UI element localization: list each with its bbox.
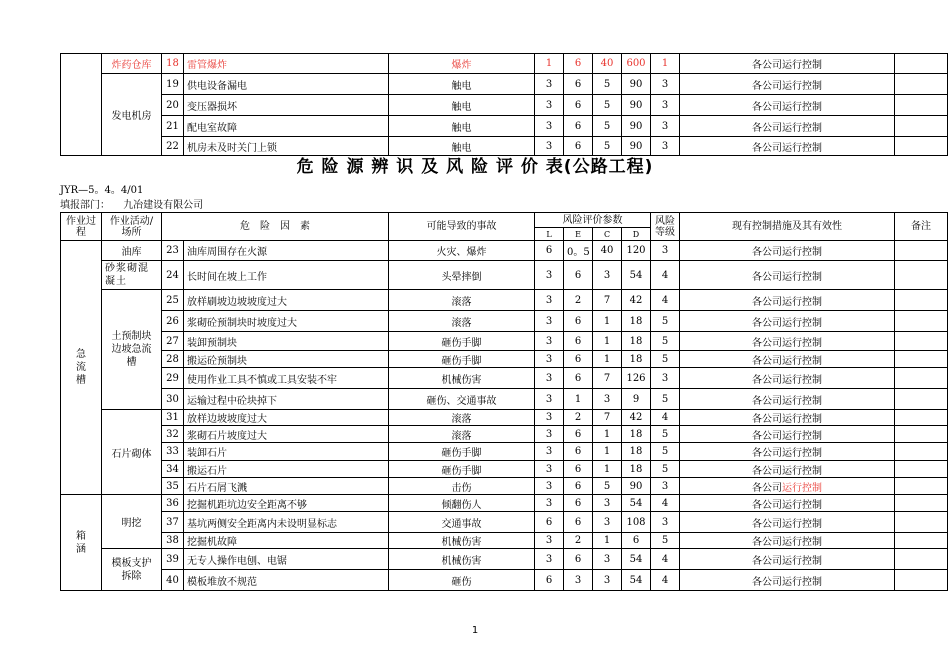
row-number: 34 xyxy=(162,461,184,478)
department-line xyxy=(60,196,203,211)
risk-level: 3 xyxy=(651,478,680,495)
note-cell xyxy=(895,290,948,311)
control-cell: 各公司运行控制 xyxy=(680,368,895,389)
l-value: 6 xyxy=(535,570,564,591)
row-number: 24 xyxy=(162,261,184,290)
table-row xyxy=(61,332,948,351)
department-value: 九冶建设有限公司 xyxy=(123,200,204,211)
accident-cell: 爆炸 xyxy=(389,54,535,74)
e-value: 6 xyxy=(564,351,593,368)
accident-cell: 触电 xyxy=(389,116,535,137)
d-value: 90 xyxy=(622,137,651,156)
row-number: 19 xyxy=(162,74,184,95)
hazard-cell: 挖掘机距坑边安全距离不够 xyxy=(184,495,389,512)
note-cell xyxy=(895,570,948,591)
note-cell xyxy=(895,95,948,116)
e-value: 6 xyxy=(564,512,593,533)
c-value: 1 xyxy=(593,351,622,368)
table-row xyxy=(61,570,948,591)
l-value: 3 xyxy=(535,332,564,351)
hazard-cell: 石片石屑飞溅 xyxy=(184,478,389,495)
c-value: 40 xyxy=(593,241,622,261)
header-level: 风险等级 xyxy=(651,213,680,241)
c-value: 3 xyxy=(593,549,622,570)
hazard-cell: 放样刷坡边坡坡度过大 xyxy=(184,290,389,311)
risk-level: 4 xyxy=(651,261,680,290)
control-cell: 各公司运行控制 xyxy=(680,241,895,261)
d-value: 90 xyxy=(622,95,651,116)
control-cell: 各公司运行控制 xyxy=(680,533,895,549)
header-d: D xyxy=(622,228,651,241)
risk-level: 3 xyxy=(651,74,680,95)
row-number: 20 xyxy=(162,95,184,116)
risk-level: 4 xyxy=(651,549,680,570)
hazard-cell: 供电设备漏电 xyxy=(184,74,389,95)
c-value: 5 xyxy=(593,74,622,95)
process-cell xyxy=(61,54,102,156)
control-cell: 各公司运行控制 xyxy=(680,410,895,426)
table-row xyxy=(61,512,948,533)
process-cell: 急流槽 xyxy=(61,241,102,495)
accident-cell: 触电 xyxy=(389,137,535,156)
control-cell: 各公司运行控制 xyxy=(680,116,895,137)
main-risk-table xyxy=(60,212,948,591)
hazard-cell: 运输过程中砼块掉下 xyxy=(184,389,389,410)
e-value: 6 xyxy=(564,461,593,478)
row-number: 29 xyxy=(162,368,184,389)
l-value: 3 xyxy=(535,74,564,95)
e-value: 2 xyxy=(564,290,593,311)
activity-cell: 砂浆砌混凝土 xyxy=(102,261,162,290)
c-value: 40 xyxy=(593,54,622,74)
accident-cell: 交通事故 xyxy=(389,512,535,533)
risk-level: 1 xyxy=(651,54,680,74)
d-value: 18 xyxy=(622,332,651,351)
control-text: 各公司 xyxy=(752,482,782,494)
department-label: 填报部门： xyxy=(60,200,110,211)
c-value: 1 xyxy=(593,443,622,461)
accident-cell: 倾翻伤人 xyxy=(389,495,535,512)
l-value: 3 xyxy=(535,410,564,426)
hazard-cell: 配电室故障 xyxy=(184,116,389,137)
risk-level: 4 xyxy=(651,570,680,591)
control-cell: 各公司运行控制 xyxy=(680,389,895,410)
accident-cell: 砸伤、交通事故 xyxy=(389,389,535,410)
d-value: 18 xyxy=(622,311,651,332)
l-value: 3 xyxy=(535,261,564,290)
note-cell xyxy=(895,116,948,137)
hazard-cell: 油库周围存在火源 xyxy=(184,241,389,261)
hazard-cell: 挖掘机故障 xyxy=(184,533,389,549)
table-row xyxy=(61,311,948,332)
header-control: 现有控制措施及其有效性 xyxy=(680,213,895,241)
e-value: 6 xyxy=(564,495,593,512)
note-cell xyxy=(895,426,948,443)
risk-level: 3 xyxy=(651,241,680,261)
control-cell: 各公司运行控制 xyxy=(680,461,895,478)
table-row xyxy=(61,116,948,137)
d-value: 9 xyxy=(622,389,651,410)
e-value: 6 xyxy=(564,549,593,570)
d-value: 6 xyxy=(622,533,651,549)
e-value: 0。5 xyxy=(564,241,593,261)
d-value: 18 xyxy=(622,443,651,461)
c-value: 5 xyxy=(593,116,622,137)
l-value: 3 xyxy=(535,389,564,410)
hazard-cell: 机房未及时关门上锁 xyxy=(184,137,389,156)
note-cell xyxy=(895,241,948,261)
note-cell xyxy=(895,410,948,426)
risk-level: 5 xyxy=(651,533,680,549)
note-cell xyxy=(895,549,948,570)
header-e: E xyxy=(564,228,593,241)
l-value: 3 xyxy=(535,478,564,495)
c-value: 1 xyxy=(593,332,622,351)
risk-level: 5 xyxy=(651,332,680,351)
l-value: 6 xyxy=(535,241,564,261)
table-row xyxy=(61,426,948,443)
hazard-cell: 装卸预制块 xyxy=(184,332,389,351)
risk-level: 5 xyxy=(651,389,680,410)
l-value: 3 xyxy=(535,443,564,461)
row-number: 33 xyxy=(162,443,184,461)
hazard-cell: 使用作业工具不慎或工具安装不牢 xyxy=(184,368,389,389)
control-cell: 各公司运行控制 xyxy=(680,495,895,512)
hazard-cell: 基坑两侧安全距离内未设明显标志 xyxy=(184,512,389,533)
accident-cell: 机械伤害 xyxy=(389,533,535,549)
control-cell: 各公司运行控制 xyxy=(680,549,895,570)
table-row xyxy=(61,290,948,311)
table-row xyxy=(61,495,948,512)
note-cell xyxy=(895,478,948,495)
table-row xyxy=(61,241,948,261)
note-cell xyxy=(895,495,948,512)
row-number: 21 xyxy=(162,116,184,137)
c-value: 1 xyxy=(593,533,622,549)
risk-level: 3 xyxy=(651,137,680,156)
row-number: 37 xyxy=(162,512,184,533)
header-activity: 作业活动/场所 xyxy=(102,213,162,241)
control-cell: 各公司运行控制 xyxy=(680,137,895,156)
control-cell: 各公司运行控制 xyxy=(680,512,895,533)
e-value: 6 xyxy=(564,478,593,495)
e-value: 2 xyxy=(564,410,593,426)
c-value: 3 xyxy=(593,512,622,533)
accident-cell: 砸伤手脚 xyxy=(389,461,535,478)
risk-level: 3 xyxy=(651,512,680,533)
accident-cell: 机械伤害 xyxy=(389,368,535,389)
activity-cell: 模板支护拆除 xyxy=(102,549,162,591)
c-value: 3 xyxy=(593,495,622,512)
note-cell xyxy=(895,443,948,461)
c-value: 5 xyxy=(593,137,622,156)
d-value: 126 xyxy=(622,368,651,389)
table-row xyxy=(61,410,948,426)
c-value: 5 xyxy=(593,95,622,116)
activity-cell: 明挖 xyxy=(102,495,162,549)
header-l: L xyxy=(535,228,564,241)
table-row xyxy=(61,443,948,461)
d-value: 54 xyxy=(622,549,651,570)
header-note: 备注 xyxy=(895,213,948,241)
control-cell xyxy=(680,478,895,495)
l-value: 3 xyxy=(535,549,564,570)
risk-level: 5 xyxy=(651,443,680,461)
d-value: 18 xyxy=(622,351,651,368)
e-value: 6 xyxy=(564,443,593,461)
risk-level: 5 xyxy=(651,311,680,332)
control-cell: 各公司运行控制 xyxy=(680,570,895,591)
hazard-cell: 浆砌砼预制块时坡度过大 xyxy=(184,311,389,332)
d-value: 54 xyxy=(622,495,651,512)
table-row xyxy=(61,368,948,389)
accident-cell: 砸伤手脚 xyxy=(389,443,535,461)
control-cell: 各公司运行控制 xyxy=(680,95,895,116)
e-value: 1 xyxy=(564,389,593,410)
l-value: 3 xyxy=(535,137,564,156)
e-value: 6 xyxy=(564,426,593,443)
l-value: 3 xyxy=(535,461,564,478)
c-value: 1 xyxy=(593,426,622,443)
e-value: 2 xyxy=(564,533,593,549)
accident-cell: 砸伤手脚 xyxy=(389,351,535,368)
l-value: 3 xyxy=(535,368,564,389)
row-number: 32 xyxy=(162,426,184,443)
accident-cell: 砸伤 xyxy=(389,570,535,591)
e-value: 6 xyxy=(564,54,593,74)
d-value: 18 xyxy=(622,426,651,443)
note-cell xyxy=(895,461,948,478)
accident-cell: 火灾、爆炸 xyxy=(389,241,535,261)
row-number: 28 xyxy=(162,351,184,368)
activity-cell: 发电机房 xyxy=(102,74,162,156)
e-value: 6 xyxy=(564,74,593,95)
c-value: 7 xyxy=(593,290,622,311)
accident-cell: 击伤 xyxy=(389,478,535,495)
row-number: 22 xyxy=(162,137,184,156)
d-value: 18 xyxy=(622,461,651,478)
c-value: 7 xyxy=(593,410,622,426)
d-value: 54 xyxy=(622,261,651,290)
risk-level: 4 xyxy=(651,410,680,426)
risk-level: 3 xyxy=(651,368,680,389)
accident-cell: 砸伤手脚 xyxy=(389,332,535,351)
table-row xyxy=(61,533,948,549)
d-value: 600 xyxy=(622,54,651,74)
accident-cell: 头晕摔倒 xyxy=(389,261,535,290)
row-number: 26 xyxy=(162,311,184,332)
e-value: 6 xyxy=(564,95,593,116)
l-value: 3 xyxy=(535,95,564,116)
c-value: 3 xyxy=(593,570,622,591)
note-cell xyxy=(895,533,948,549)
d-value: 90 xyxy=(622,74,651,95)
hazard-cell: 长时间在坡上工作 xyxy=(184,261,389,290)
table-row xyxy=(61,261,948,290)
note-cell xyxy=(895,74,948,95)
d-value: 108 xyxy=(622,512,651,533)
l-value: 3 xyxy=(535,533,564,549)
header-process: 作业过程 xyxy=(61,213,102,241)
risk-level: 3 xyxy=(651,116,680,137)
control-cell: 各公司运行控制 xyxy=(680,290,895,311)
table-row xyxy=(61,54,948,74)
accident-cell: 滚落 xyxy=(389,410,535,426)
hazard-cell: 搬运石片 xyxy=(184,461,389,478)
table-row xyxy=(61,549,948,570)
control-cell: 各公司运行控制 xyxy=(680,332,895,351)
row-number: 30 xyxy=(162,389,184,410)
control-cell: 各公司运行控制 xyxy=(680,443,895,461)
d-value: 54 xyxy=(622,570,651,591)
control-cell: 各公司运行控制 xyxy=(680,261,895,290)
note-cell xyxy=(895,332,948,351)
header-risk-params: 风险评价参数 xyxy=(535,213,651,228)
row-number: 40 xyxy=(162,570,184,591)
c-value: 1 xyxy=(593,461,622,478)
hazard-cell: 雷管爆炸 xyxy=(184,54,389,74)
table-row xyxy=(61,478,948,495)
note-cell xyxy=(895,311,948,332)
page-title: 危 险 源 辨 识 及 风 险 评 价 表(公路工程) xyxy=(296,157,654,177)
activity-cell: 石片砌体 xyxy=(102,410,162,495)
table-row xyxy=(61,95,948,116)
control-cell: 各公司运行控制 xyxy=(680,426,895,443)
l-value: 3 xyxy=(535,116,564,137)
row-number: 39 xyxy=(162,549,184,570)
hazard-cell: 装卸石片 xyxy=(184,443,389,461)
table-row xyxy=(61,389,948,410)
page-number: 1 xyxy=(471,625,479,636)
row-number: 38 xyxy=(162,533,184,549)
e-value: 6 xyxy=(564,116,593,137)
note-cell xyxy=(895,351,948,368)
e-value: 6 xyxy=(564,261,593,290)
hazard-cell: 浆砌石片坡度过大 xyxy=(184,426,389,443)
control-cell: 各公司运行控制 xyxy=(680,54,895,74)
row-number: 23 xyxy=(162,241,184,261)
accident-cell: 机械伤害 xyxy=(389,549,535,570)
l-value: 1 xyxy=(535,54,564,74)
hazard-cell: 放样边坡坡度过大 xyxy=(184,410,389,426)
note-cell xyxy=(895,512,948,533)
activity-cell: 土预制块边坡急流槽 xyxy=(102,290,162,410)
c-value: 3 xyxy=(593,389,622,410)
l-value: 3 xyxy=(535,311,564,332)
activity-cell: 油库 xyxy=(102,241,162,261)
d-value: 120 xyxy=(622,241,651,261)
l-value: 3 xyxy=(535,290,564,311)
control-text-highlight: 运行控制 xyxy=(782,482,822,494)
accident-cell: 滚落 xyxy=(389,426,535,443)
accident-cell: 触电 xyxy=(389,74,535,95)
c-value: 7 xyxy=(593,368,622,389)
c-value: 5 xyxy=(593,478,622,495)
d-value: 90 xyxy=(622,116,651,137)
note-cell xyxy=(895,368,948,389)
header-row xyxy=(61,213,948,228)
activity-cell: 炸药仓库 xyxy=(102,54,162,74)
row-number: 35 xyxy=(162,478,184,495)
table-row xyxy=(61,74,948,95)
control-cell: 各公司运行控制 xyxy=(680,311,895,332)
note-cell xyxy=(895,54,948,74)
risk-level: 3 xyxy=(651,95,680,116)
top-risk-table xyxy=(60,53,948,156)
control-cell: 各公司运行控制 xyxy=(680,74,895,95)
l-value: 3 xyxy=(535,426,564,443)
c-value: 3 xyxy=(593,261,622,290)
row-number: 18 xyxy=(162,54,184,74)
header-accident: 可能导致的事故 xyxy=(389,213,535,241)
accident-cell: 滚落 xyxy=(389,290,535,311)
d-value: 90 xyxy=(622,478,651,495)
hazard-cell: 模板堆放不规范 xyxy=(184,570,389,591)
note-cell xyxy=(895,261,948,290)
c-value: 1 xyxy=(593,311,622,332)
e-value: 6 xyxy=(564,332,593,351)
l-value: 3 xyxy=(535,351,564,368)
e-value: 6 xyxy=(564,368,593,389)
row-number: 36 xyxy=(162,495,184,512)
risk-level: 5 xyxy=(651,426,680,443)
d-value: 42 xyxy=(622,410,651,426)
doc-code: JYR—5。4。4/01 xyxy=(60,185,144,196)
header-c: C xyxy=(593,228,622,241)
l-value: 6 xyxy=(535,512,564,533)
hazard-cell: 变压器损坏 xyxy=(184,95,389,116)
risk-level: 4 xyxy=(651,495,680,512)
table-row xyxy=(61,351,948,368)
process-cell: 箱涵 xyxy=(61,495,102,591)
e-value: 3 xyxy=(564,570,593,591)
table-row xyxy=(61,461,948,478)
l-value: 3 xyxy=(535,495,564,512)
risk-level: 4 xyxy=(651,290,680,311)
control-cell: 各公司运行控制 xyxy=(680,351,895,368)
row-number: 25 xyxy=(162,290,184,311)
accident-cell: 滚落 xyxy=(389,311,535,332)
e-value: 6 xyxy=(564,137,593,156)
row-number: 31 xyxy=(162,410,184,426)
d-value: 42 xyxy=(622,290,651,311)
e-value: 6 xyxy=(564,311,593,332)
accident-cell: 触电 xyxy=(389,95,535,116)
header-hazard: 危 险 因 素 xyxy=(162,213,389,241)
risk-level: 5 xyxy=(651,351,680,368)
row-number: 27 xyxy=(162,332,184,351)
risk-level: 5 xyxy=(651,461,680,478)
note-cell xyxy=(895,389,948,410)
hazard-cell: 无专人操作电刨、电锯 xyxy=(184,549,389,570)
hazard-cell: 搬运砼预制块 xyxy=(184,351,389,368)
